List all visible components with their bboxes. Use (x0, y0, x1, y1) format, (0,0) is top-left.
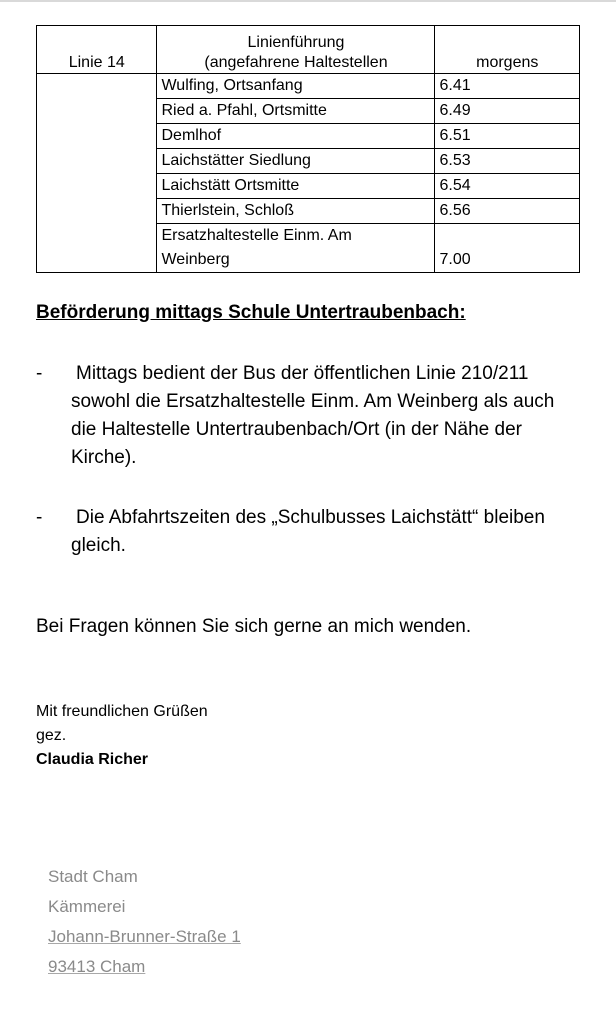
footer-city: Stadt Cham (48, 867, 138, 886)
footer-dept: Kämmerei (48, 897, 126, 916)
closing-sentence: Bei Fragen können Sie sich gerne an mich wenden. (36, 616, 472, 637)
stop-cell-line1: Ersatzhaltestelle Einm. Am (161, 227, 352, 244)
header-route (157, 26, 435, 74)
bullet-dash: - (36, 507, 43, 528)
header-route-line1: Linienführung (247, 34, 345, 51)
bullet-text: Die Abfahrtszeiten des „Schulbusses Laichstätt“ bleiben gleich. (71, 507, 545, 556)
line-column-blank (37, 74, 157, 273)
time-cell: 6.53 (435, 149, 580, 174)
signature-block (36, 700, 208, 772)
stop-cell: Ried a. Pfahl, Ortsmitte (157, 99, 435, 124)
time-cell: 6.41 (435, 74, 580, 99)
stop-cell: Laichstätter Siedlung (157, 149, 435, 174)
footer-address (48, 862, 241, 982)
stop-cell (157, 224, 435, 273)
top-divider (0, 0, 616, 2)
signed-note: gez. (36, 727, 67, 744)
footer-street-link[interactable] (48, 922, 241, 952)
time-cell: 6.51 (435, 124, 580, 149)
footer-street[interactable]: Johann-Brunner-Straße 1 (48, 927, 241, 946)
time-cell: 7.00 (435, 224, 580, 273)
time-cell: 6.49 (435, 99, 580, 124)
header-line: Linie 14 (37, 26, 157, 74)
stop-cell: Wulfing, Ortsanfang (157, 74, 435, 99)
greeting-line: Mit freundlichen Grüßen (36, 703, 208, 720)
footer-zip-link[interactable] (48, 952, 241, 982)
section-title: Beförderung mittags Schule Untertraubenbach: (36, 302, 466, 323)
bullet-text: Mittags bedient der Bus der öffentlichen Linie 210/211 sowohl die Ersatzhaltestelle Einm. Am Weinberg als auch die Haltestelle Untertraubenbach/Ort (in der Nähe der Kirche). (71, 363, 555, 468)
footer-zip-city[interactable]: 93413 Cham (48, 957, 146, 976)
header-route-line2: (angefahrene Haltestellen (204, 54, 388, 71)
stop-cell: Demlhof (157, 124, 435, 149)
table-header-row (37, 26, 580, 74)
time-cell: 6.56 (435, 199, 580, 224)
time-cell: 6.54 (435, 174, 580, 199)
stop-cell: Laichstätt Ortsmitte (157, 174, 435, 199)
table-row (37, 74, 580, 99)
signer-name: Claudia Richer (36, 751, 149, 768)
stop-cell: Thierlstein, Schloß (157, 199, 435, 224)
bullet-dash: - (36, 363, 43, 384)
header-time: morgens (435, 26, 580, 74)
bus-schedule-table (36, 25, 580, 273)
stop-cell-line2: Weinberg (161, 251, 230, 268)
